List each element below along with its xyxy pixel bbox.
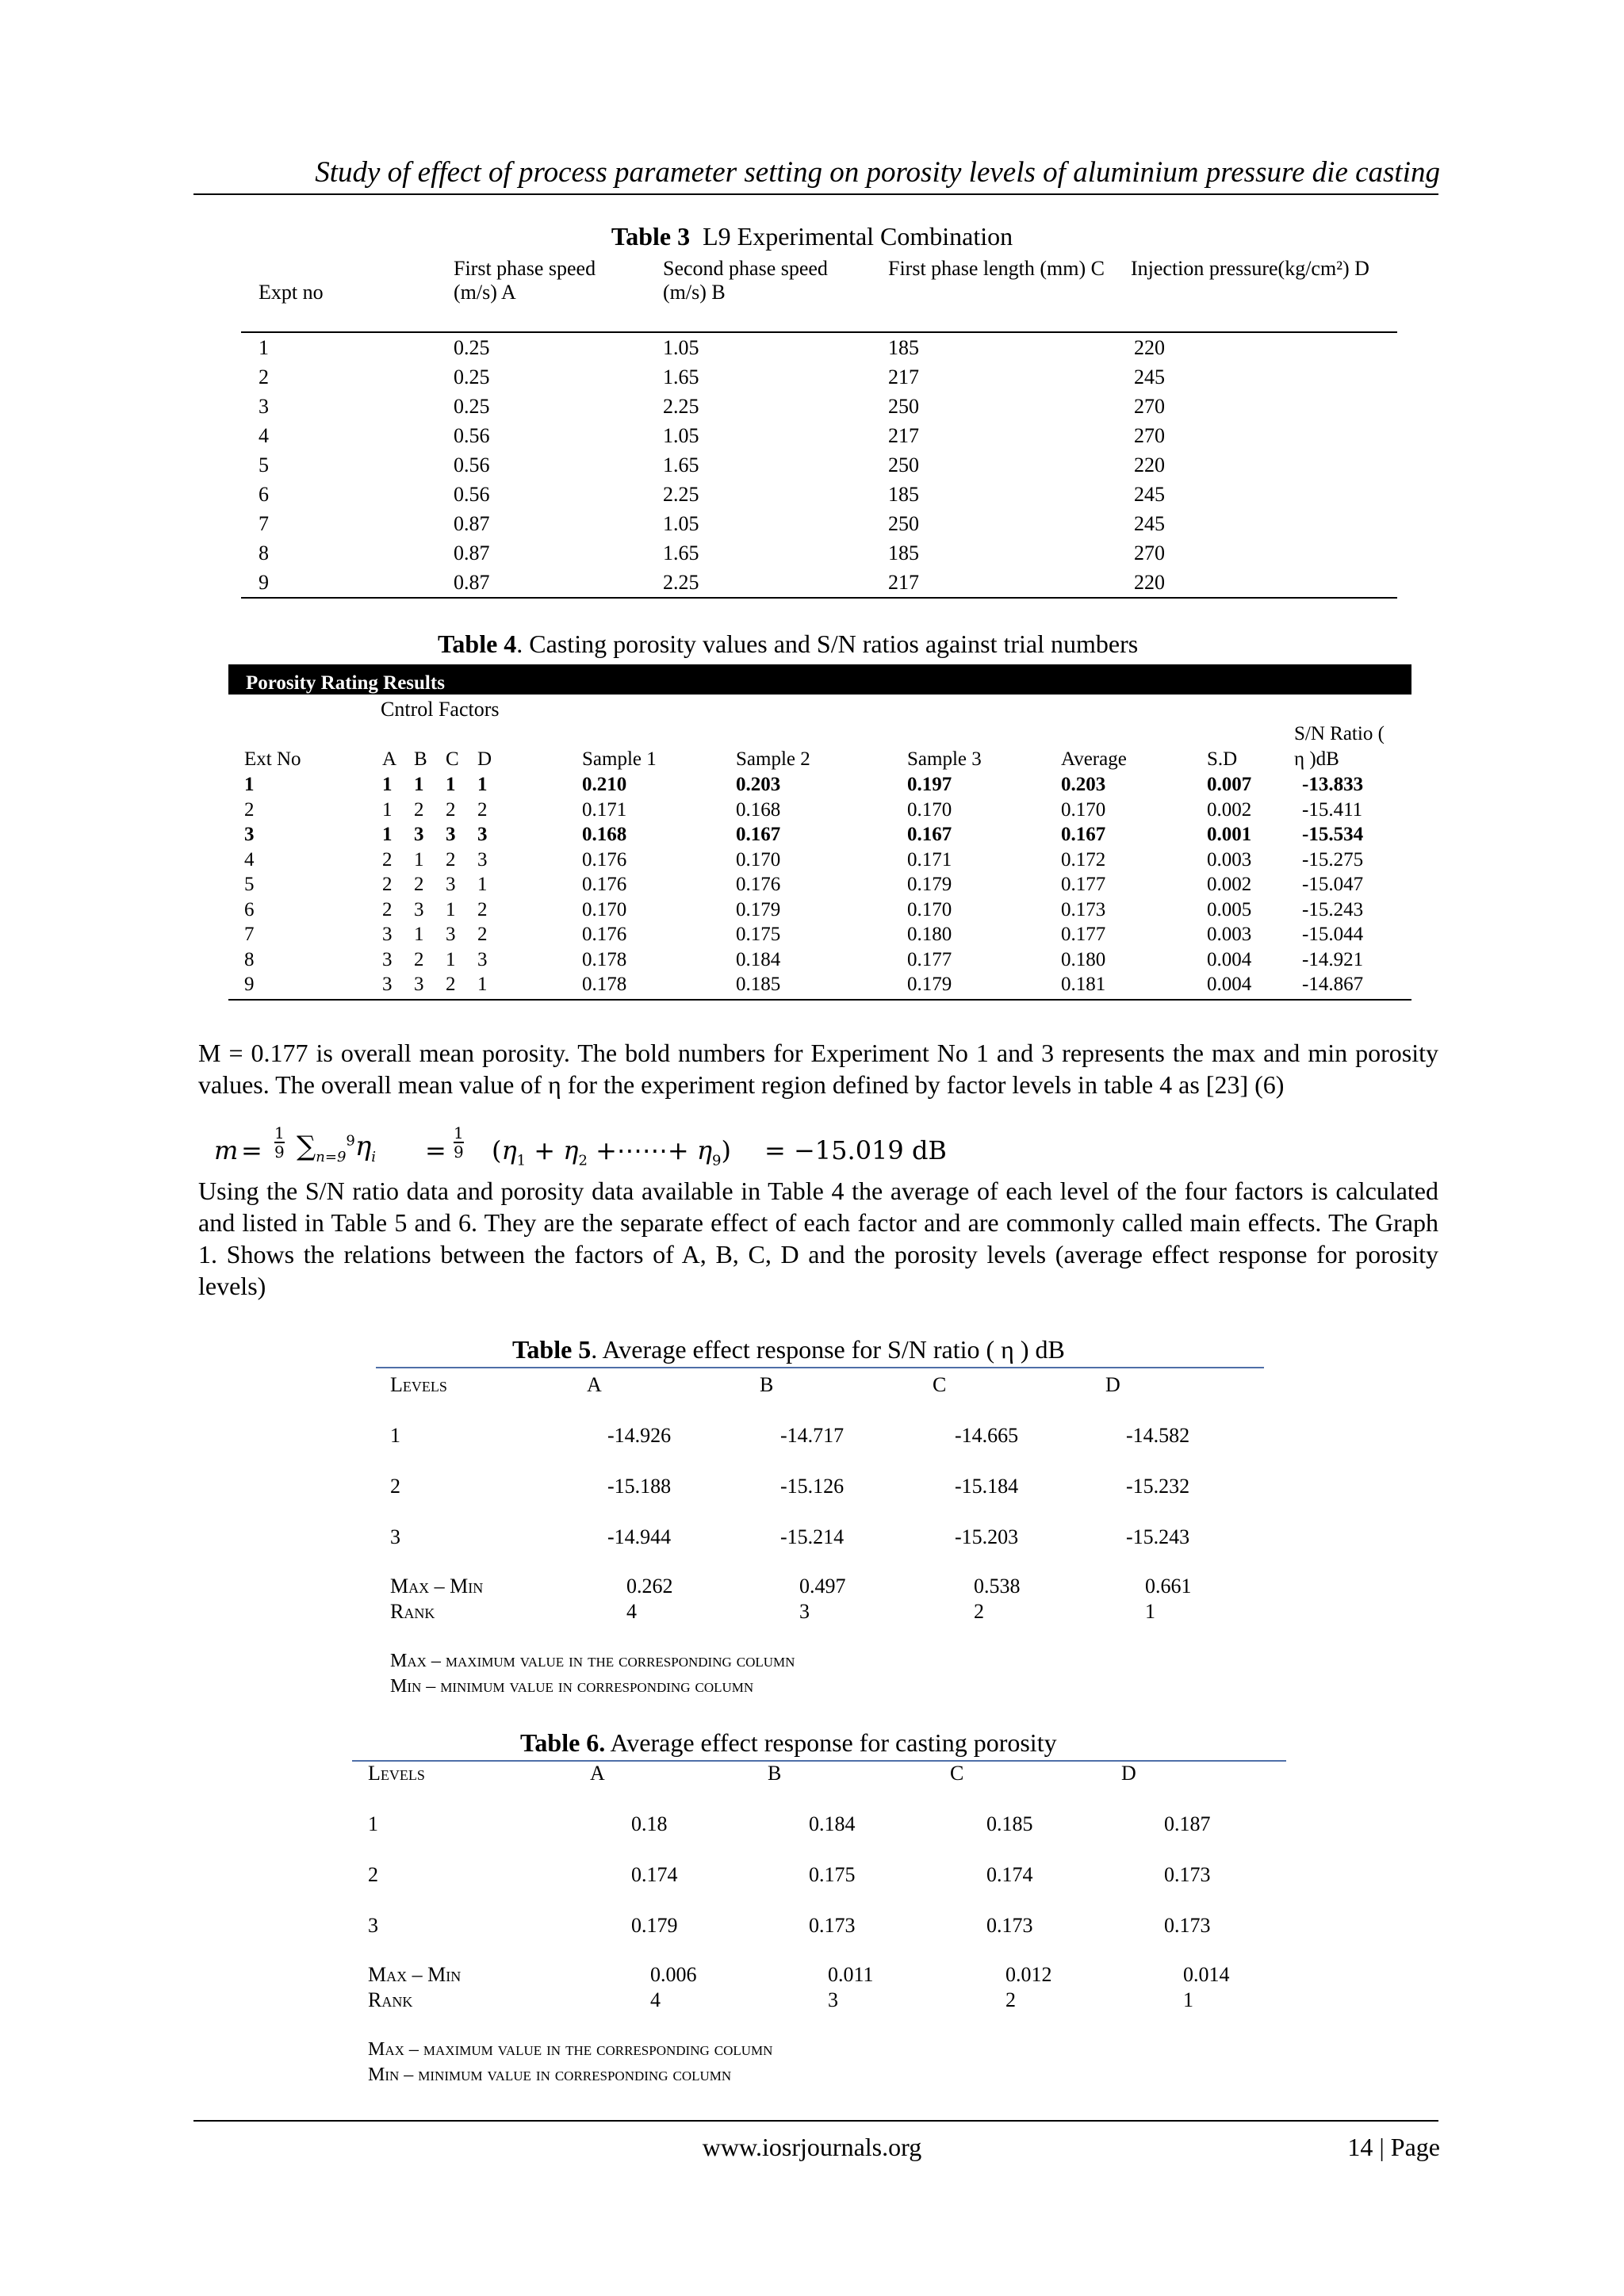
table4-cell: 3 bbox=[446, 874, 456, 895]
footer-page-number: 14 | Page bbox=[1347, 2133, 1440, 2161]
table6-cell: 1 bbox=[368, 1812, 378, 1835]
table4-cell: 1 bbox=[414, 848, 424, 871]
table3 bbox=[241, 257, 1397, 599]
formula-frac1: 1 9 bbox=[274, 1123, 285, 1161]
table6-maxmin-cell: 0.014 bbox=[1183, 1963, 1230, 1986]
table3-cell: 1.65 bbox=[663, 365, 699, 388]
table4-cell: 0.003 bbox=[1207, 848, 1252, 871]
table4-cell: 1 bbox=[477, 774, 488, 795]
table5-maxmin-cell: 0.497 bbox=[799, 1575, 846, 1598]
table6-top-rule bbox=[352, 1760, 1286, 1762]
table3-cell: 270 bbox=[1134, 424, 1165, 447]
table4-caption-text: . Casting porosity values and S/N ratios against trial numbers bbox=[516, 629, 1139, 658]
table4-cell: 0.171 bbox=[582, 798, 627, 821]
formula-m: m bbox=[214, 1135, 239, 1165]
table6-cell: 0.173 bbox=[1164, 1863, 1211, 1886]
table4-row bbox=[228, 799, 1411, 825]
footer-url[interactable]: www.iosrjournals.org bbox=[702, 2133, 922, 2161]
table4-cell: -15.275 bbox=[1302, 848, 1364, 871]
table4-cell: 2 bbox=[477, 924, 488, 945]
formula-sum-terms: ($\eta_1 + \eta_2$ +⋯⋯+ $\eta_9$) bbox=[492, 1135, 731, 1169]
table4-cell: 1 bbox=[414, 924, 424, 945]
table5-cell: -15.184 bbox=[955, 1475, 1019, 1498]
table6-cell: 0.174 bbox=[986, 1863, 1033, 1886]
table5-maxmin-cell: 0.262 bbox=[626, 1575, 673, 1598]
table4-cell: -15.534 bbox=[1302, 824, 1364, 845]
table4-cell: 1 bbox=[382, 824, 393, 845]
table3-cell: 0.56 bbox=[454, 483, 490, 506]
table5-rank-cell: 1 bbox=[1145, 1600, 1155, 1623]
table4-cell: 0.007 bbox=[1207, 774, 1252, 795]
table3-cell: 217 bbox=[888, 424, 919, 447]
table6-cell: 0.173 bbox=[986, 1914, 1033, 1937]
table3-cell: 8 bbox=[259, 541, 269, 564]
table3-row bbox=[241, 392, 1397, 421]
table4-row bbox=[228, 899, 1411, 924]
table6-cell: 0.173 bbox=[1164, 1914, 1211, 1937]
table4-control-label: Cntrol Factors bbox=[381, 698, 500, 721]
table5-rank-cell: 4 bbox=[626, 1600, 637, 1623]
table3-header-expt: Expt no bbox=[259, 281, 324, 304]
table4-cell: 0.184 bbox=[736, 948, 781, 970]
table4-cell: 9 bbox=[244, 974, 255, 995]
table4-cell: 2 bbox=[414, 798, 424, 821]
table3-cell: 1 bbox=[259, 336, 269, 359]
table3-cell: 1.65 bbox=[663, 541, 699, 564]
table5-cell: -15.214 bbox=[780, 1525, 845, 1548]
table4-cell: 0.176 bbox=[582, 874, 627, 895]
table4-cell: 3 bbox=[382, 948, 393, 970]
table4-header-cell: C bbox=[446, 748, 459, 770]
table4-cell: 3 bbox=[414, 974, 424, 995]
table4-cell: 0.177 bbox=[1061, 874, 1106, 895]
table4-cell: 0.170 bbox=[1061, 798, 1106, 821]
table3-cell: 2.25 bbox=[663, 571, 699, 594]
table6-caption-text: Average effect response for casting porosity bbox=[605, 1728, 1057, 1757]
table4-cell: 2 bbox=[414, 874, 424, 895]
table4-cell: 0.168 bbox=[736, 798, 781, 821]
formula-eq2: = bbox=[425, 1135, 446, 1165]
table4-cell: 0.179 bbox=[736, 898, 781, 920]
table4-cell: 0.172 bbox=[1061, 848, 1106, 871]
table4-body bbox=[228, 774, 1411, 999]
table4-cell: 1 bbox=[414, 774, 424, 795]
table3-cell: 1.05 bbox=[663, 424, 699, 447]
table4-header-cell: Sample 1 bbox=[582, 748, 657, 770]
table3-row bbox=[241, 362, 1397, 392]
table4-cell: 0.171 bbox=[907, 848, 952, 871]
table4-band bbox=[228, 664, 1411, 695]
table6-rank-cell: 3 bbox=[828, 1988, 838, 2011]
table4-cell: 0.170 bbox=[907, 898, 952, 920]
table4-header-cell: S.D bbox=[1207, 748, 1238, 770]
table5-maxmin-cell: 0.661 bbox=[1145, 1575, 1192, 1598]
table3-cell: 250 bbox=[888, 453, 919, 476]
table4-header bbox=[228, 721, 1411, 774]
table6-rank-cell: Rank bbox=[368, 1988, 413, 2011]
table5-cell: -14.926 bbox=[607, 1424, 672, 1447]
table3-cell: 220 bbox=[1134, 336, 1165, 359]
table4-cell: 2 bbox=[446, 848, 456, 871]
table3-cell: 0.25 bbox=[454, 336, 490, 359]
table4-cell: 2 bbox=[477, 898, 488, 920]
table3-cell: 220 bbox=[1134, 453, 1165, 476]
table4-cell: 0.170 bbox=[582, 898, 627, 920]
table6-rank-cell: 4 bbox=[650, 1988, 661, 2011]
table3-cell: 220 bbox=[1134, 571, 1165, 594]
table3-body bbox=[241, 333, 1397, 597]
table4-cell: 2 bbox=[446, 974, 456, 995]
table3-cell: 0.56 bbox=[454, 424, 490, 447]
table3-cell: 0.25 bbox=[454, 395, 490, 418]
table5-caption-text: . Average effect response for S/N ratio ( η ) dB bbox=[591, 1335, 1065, 1364]
formula-frac2: 1 9 bbox=[454, 1123, 464, 1161]
table4-caption-label: Table 4 bbox=[438, 629, 517, 658]
table4-cell: 2 bbox=[382, 848, 393, 871]
table4-cell: 3 bbox=[414, 824, 424, 845]
table4-row bbox=[228, 924, 1411, 949]
table3-cell: 245 bbox=[1134, 483, 1165, 506]
table4-cell: 1 bbox=[382, 798, 393, 821]
footer-rule bbox=[193, 2120, 1438, 2122]
table3-cell: 185 bbox=[888, 336, 919, 359]
formula-sum: $\sum_{n=9}^9\eta_i$ bbox=[297, 1131, 377, 1165]
table4-cell: 7 bbox=[244, 924, 255, 945]
table3-header-c: First phase length (mm) C bbox=[888, 257, 1105, 280]
table6-cell: 0.185 bbox=[986, 1812, 1033, 1835]
table5-cell: -15.232 bbox=[1126, 1475, 1190, 1498]
table6-header-cell: A bbox=[590, 1762, 605, 1785]
table5-cell: -15.188 bbox=[607, 1475, 672, 1498]
table4-cell: -13.833 bbox=[1302, 774, 1364, 795]
table3-cell: 3 bbox=[259, 395, 269, 418]
table4-cell: 3 bbox=[382, 974, 393, 995]
table5-rank-cell: 2 bbox=[974, 1600, 984, 1623]
table4-cell: 0.210 bbox=[582, 774, 627, 795]
table4-cell: 0.170 bbox=[907, 798, 952, 821]
table6-maxmin-cell: 0.012 bbox=[1005, 1963, 1052, 1986]
paragraph-mean: M = 0.177 is overall mean porosity. The bold numbers for Experiment No 1 and 3 represents the max and min porosity values. The overall mean value of η for the experiment region defined by factor levels in table 4 as [23] (6) bbox=[198, 1039, 1438, 1099]
table3-cell: 217 bbox=[888, 365, 919, 388]
table4-cell: -15.243 bbox=[1302, 898, 1364, 920]
table6-note-min: Min – minimum value in corresponding column bbox=[368, 2064, 732, 2085]
table4-cell: 0.177 bbox=[907, 948, 952, 970]
table5-cell: -15.203 bbox=[955, 1525, 1019, 1548]
table4-cell: 0.177 bbox=[1061, 924, 1106, 945]
table6-header-cell: D bbox=[1121, 1762, 1136, 1785]
table6-caption-label: Table 6. bbox=[520, 1728, 606, 1757]
table4-cell: 0.180 bbox=[1061, 948, 1106, 970]
table4-cell: 0.003 bbox=[1207, 924, 1252, 945]
table4-cell: 0.179 bbox=[907, 974, 952, 995]
table3-caption-text: L9 Experimental Combination bbox=[703, 222, 1013, 251]
table3-cell: 2.25 bbox=[663, 483, 699, 506]
table4-cell: 3 bbox=[477, 824, 488, 845]
table6-maxmin-cell: 0.011 bbox=[828, 1963, 874, 1986]
table4-cell: -15.047 bbox=[1302, 874, 1364, 895]
table3-cell: 185 bbox=[888, 541, 919, 564]
table6-cell: 0.18 bbox=[631, 1812, 668, 1835]
table4-cell: 0.203 bbox=[736, 774, 781, 795]
table3-row bbox=[241, 480, 1397, 509]
table4-cell: 0.002 bbox=[1207, 874, 1252, 895]
table3-cell: 0.87 bbox=[454, 512, 490, 535]
table4-cell: 0.001 bbox=[1207, 824, 1252, 845]
table4-cell: 0.176 bbox=[582, 848, 627, 871]
table3-cell: 270 bbox=[1134, 541, 1165, 564]
table5-cell: -15.243 bbox=[1126, 1525, 1190, 1548]
table4-header-cell: Ext No bbox=[244, 748, 301, 770]
table4-cell: 3 bbox=[382, 924, 393, 945]
formula-eq1: = bbox=[241, 1135, 262, 1165]
table5-cell: -14.944 bbox=[607, 1525, 672, 1548]
table4-cell: 0.167 bbox=[1061, 824, 1106, 845]
table4-cell: 2 bbox=[382, 898, 393, 920]
table3-cell: 250 bbox=[888, 395, 919, 418]
table6-maxmin-cell: Max – Min bbox=[368, 1963, 462, 1986]
table4-cell: 2 bbox=[244, 798, 255, 821]
table3-header bbox=[241, 257, 1397, 331]
table5-cell: -14.582 bbox=[1126, 1424, 1190, 1447]
table6-cell: 2 bbox=[368, 1863, 378, 1886]
table4-cell: 0.004 bbox=[1207, 948, 1252, 970]
table4-header-cell: D bbox=[477, 748, 492, 770]
table3-header-b: Second phase speed (m/s) B bbox=[663, 257, 828, 304]
table4-cell: 5 bbox=[244, 874, 255, 895]
table4-cell: 0.180 bbox=[907, 924, 952, 945]
table5-cell: -15.126 bbox=[780, 1475, 845, 1498]
table5-cell: -14.717 bbox=[780, 1424, 845, 1447]
table6-rank-cell: 1 bbox=[1183, 1988, 1193, 2011]
table4-cell: 1 bbox=[477, 974, 488, 995]
table4-cell: 0.167 bbox=[907, 824, 952, 845]
table5-cell: 1 bbox=[390, 1424, 400, 1447]
table6-note-max: Max – maximum value in the corresponding column bbox=[368, 2039, 773, 2060]
table3-cell: 250 bbox=[888, 512, 919, 535]
table5-caption bbox=[512, 1335, 1065, 1364]
table4-cell: 1 bbox=[477, 874, 488, 895]
table4-header-cell: Sample 3 bbox=[907, 748, 982, 770]
table6-header-cell: Levels bbox=[368, 1762, 425, 1785]
table5-rank-cell: 3 bbox=[799, 1600, 810, 1623]
table3-cell: 245 bbox=[1134, 512, 1165, 535]
table4-cell: 1 bbox=[446, 948, 456, 970]
table4-cell: -15.044 bbox=[1302, 924, 1364, 945]
table4-cell: 0.005 bbox=[1207, 898, 1252, 920]
table3-cell: 0.87 bbox=[454, 571, 490, 594]
table6-caption bbox=[520, 1728, 1057, 1758]
table3-cell: 0.25 bbox=[454, 365, 490, 388]
table4 bbox=[228, 721, 1411, 1001]
table4-cell: 3 bbox=[477, 848, 488, 871]
table4-band-label: Porosity Rating Results bbox=[246, 672, 445, 694]
table3-cell: 1.05 bbox=[663, 336, 699, 359]
formula-result: = −15.019 dB bbox=[764, 1135, 947, 1165]
table4-cell: 3 bbox=[477, 948, 488, 970]
table4-header-cell: B bbox=[414, 748, 427, 770]
table4-cell: 1 bbox=[446, 774, 456, 795]
table5-header-cell: B bbox=[760, 1373, 774, 1396]
table5-rank-cell: Rank bbox=[390, 1600, 435, 1623]
running-header: Study of effect of process parameter setting on porosity levels of aluminium pressure die casting bbox=[315, 156, 1440, 189]
table4-cell: 3 bbox=[414, 898, 424, 920]
table4-cell: 0.197 bbox=[907, 774, 952, 795]
table4-cell: 0.179 bbox=[907, 874, 952, 895]
table3-cell: 2 bbox=[259, 365, 269, 388]
table4-cell: 1 bbox=[446, 898, 456, 920]
table4-row bbox=[228, 849, 1411, 874]
paragraph-main-effects: Using the S/N ratio data and porosity data available in Table 4 the average of each level of the four factors is calculated and listed in Table 5 and 6. They are the separate effect of each factor and are commonly called main effects. The Graph 1. Shows the relations between the factors of A, B, C, D and the porosity levels (average effect response for porosity levels) bbox=[198, 1177, 1438, 1300]
table3-row bbox=[241, 450, 1397, 480]
table4-header-cell: A bbox=[382, 748, 397, 770]
table4-row bbox=[228, 974, 1411, 999]
table4-bottom-rule bbox=[228, 999, 1411, 1001]
table4-cell: 2 bbox=[414, 948, 424, 970]
table6-cell: 0.187 bbox=[1164, 1812, 1211, 1835]
table3-cell: 4 bbox=[259, 424, 269, 447]
table4-cell: 0.175 bbox=[736, 924, 781, 945]
table3-bottom-rule bbox=[241, 597, 1397, 599]
table6-cell: 0.179 bbox=[631, 1914, 678, 1937]
table5-header-cell: C bbox=[933, 1373, 947, 1396]
table4-cell: 0.181 bbox=[1061, 974, 1106, 995]
table4-header-cell: Average bbox=[1061, 748, 1127, 770]
table4-header-cell: S/N Ratio ( η )dB bbox=[1294, 723, 1385, 770]
table5-header-cell: Levels bbox=[390, 1373, 447, 1396]
table3-cell: 270 bbox=[1134, 395, 1165, 418]
table3-row bbox=[241, 421, 1397, 450]
table4-cell: 0.178 bbox=[582, 948, 627, 970]
table3-cell: 1.65 bbox=[663, 453, 699, 476]
table4-cell: 0.173 bbox=[1061, 898, 1106, 920]
table3-row bbox=[241, 538, 1397, 568]
table4-cell: 1 bbox=[382, 774, 393, 795]
table4-cell: 0.004 bbox=[1207, 974, 1252, 995]
table4-row bbox=[228, 874, 1411, 899]
table4-cell: 6 bbox=[244, 898, 255, 920]
table5-maxmin-cell: 0.538 bbox=[974, 1575, 1021, 1598]
table3-row bbox=[241, 509, 1397, 538]
table4-caption bbox=[438, 629, 1138, 659]
table4-cell: 0.176 bbox=[736, 874, 781, 895]
table3-cell: 9 bbox=[259, 571, 269, 594]
table4-cell: -15.411 bbox=[1302, 798, 1363, 821]
table4-cell: 8 bbox=[244, 948, 255, 970]
table5-note-max: Max – maximum value in the corresponding column bbox=[390, 1651, 795, 1671]
table3-header-d: Injection pressure(kg/cm²) D bbox=[1131, 257, 1369, 280]
table6-cell: 0.173 bbox=[809, 1914, 856, 1937]
table3-cell: 1.05 bbox=[663, 512, 699, 535]
table3-cell: 2.25 bbox=[663, 395, 699, 418]
table4-row bbox=[228, 824, 1411, 849]
table4-cell: 0.178 bbox=[582, 974, 627, 995]
table4-cell: 2 bbox=[446, 798, 456, 821]
table4-cell: 0.168 bbox=[582, 824, 627, 845]
table6-header-cell: C bbox=[950, 1762, 964, 1785]
table4-cell: -14.867 bbox=[1302, 974, 1364, 995]
table5-caption-label: Table 5 bbox=[512, 1335, 592, 1364]
table5-top-rule bbox=[376, 1367, 1264, 1368]
table3-header-a: First phase speed (m/s) A bbox=[454, 257, 596, 304]
table4-cell: 0.167 bbox=[736, 824, 781, 845]
table6-maxmin-cell: 0.006 bbox=[650, 1963, 697, 1986]
table4-cell: -14.921 bbox=[1302, 948, 1364, 970]
table5-cell: -14.665 bbox=[955, 1424, 1019, 1447]
table4-cell: 3 bbox=[446, 824, 456, 845]
table4-row bbox=[228, 774, 1411, 799]
table3-cell: 245 bbox=[1134, 365, 1165, 388]
table3-cell: 7 bbox=[259, 512, 269, 535]
header-rule bbox=[193, 193, 1438, 195]
table4-cell: 0.002 bbox=[1207, 798, 1252, 821]
table3-cell: 6 bbox=[259, 483, 269, 506]
table3-row bbox=[241, 568, 1397, 597]
table3-caption-label: Table 3 bbox=[611, 222, 691, 251]
table3-cell: 185 bbox=[888, 483, 919, 506]
table3-cell: 217 bbox=[888, 571, 919, 594]
table6-cell: 0.174 bbox=[631, 1863, 678, 1886]
table5-cell: 3 bbox=[390, 1525, 400, 1548]
table6-rank-cell: 2 bbox=[1005, 1988, 1016, 2011]
table4-cell: 0.170 bbox=[736, 848, 781, 871]
table4-cell: 1 bbox=[244, 774, 255, 795]
table4-cell: 2 bbox=[477, 798, 488, 821]
table6-header-cell: B bbox=[768, 1762, 782, 1785]
table4-cell: 0.176 bbox=[582, 924, 627, 945]
table4-cell: 0.203 bbox=[1061, 774, 1106, 795]
table4-cell: 4 bbox=[244, 848, 255, 871]
table4-cell: 3 bbox=[446, 924, 456, 945]
table4-cell: 3 bbox=[244, 824, 255, 845]
table4-header-cell: Sample 2 bbox=[736, 748, 810, 770]
table6-cell: 0.184 bbox=[809, 1812, 856, 1835]
table5-maxmin-cell: Max – Min bbox=[390, 1575, 484, 1598]
table4-row bbox=[228, 949, 1411, 974]
table4-cell: 2 bbox=[382, 874, 393, 895]
table5-header-cell: A bbox=[587, 1373, 602, 1396]
table6-cell: 3 bbox=[368, 1914, 378, 1937]
table3-caption bbox=[0, 222, 1624, 251]
table5-header-cell: D bbox=[1105, 1373, 1120, 1396]
table5-cell: 2 bbox=[390, 1475, 400, 1498]
table3-cell: 0.56 bbox=[454, 453, 490, 476]
table3-cell: 0.87 bbox=[454, 541, 490, 564]
table3-cell: 5 bbox=[259, 453, 269, 476]
table4-cell: 0.185 bbox=[736, 974, 781, 995]
table3-row bbox=[241, 333, 1397, 362]
table6-cell: 0.175 bbox=[809, 1863, 856, 1886]
table5-note-min: Min – minimum value in corresponding column bbox=[390, 1676, 754, 1697]
